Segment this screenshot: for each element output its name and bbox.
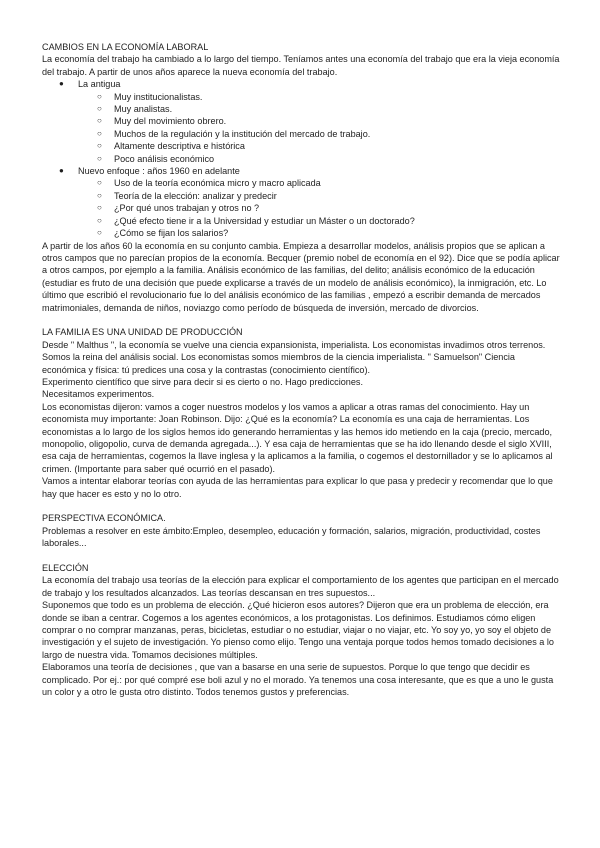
sub-list-item-text: Uso de la teoría económica micro y macro aplicada: [114, 178, 321, 189]
sub-list-item: [42, 115, 560, 127]
bullet-circle-icon: ○: [97, 141, 102, 151]
section-title-perspectiva: PERSPECTIVA ECONÓMICA.: [42, 513, 166, 524]
paragraph-closing: A partir de los años 60 la economía en su conjunto cambia. Empieza a desarrollar modelos, análisis propios que se aplican a otros campos que no parecían propios de la economía. Becquer (premio nobel de economía en el 92). Dice que se podía aplicar a otros campos, por ejemplo a la familia. Análisis económico de las familias, del delito; análisis económico de la educación (estudiar es fruto de una decisión que puede explicarse a través de un modelo de análisis económico), la inmigración, etc. Lo último que escribió el revolucionario fue lo del análisis económico de las familias , empezó a escribir demanda de mercados matrimoniales, demanda de niños, noviazgo como período de búsqueda de inversión, mercado de divorcios.: [42, 240, 560, 313]
paragraph-intro: La economía del trabajo ha cambiado a lo largo del tiempo. Teníamos antes una economía del trabajo que era la vieja economía del trabajo. A partir de unos años aparece la nueva economía del trabajo.: [42, 54, 560, 77]
bullet-circle-icon: ○: [97, 153, 102, 163]
sub-list-item: [42, 215, 560, 227]
sub-list-item: [42, 190, 560, 202]
paragraph: Los economistas dijeron: vamos a coger nuestros modelos y los vamos a aplicar a otras ramas del conocimiento. Hay un economista muy importante: Joan Robinson. Dijo: ¿Qué es la economía? La economía es una caja de herramientas. Los economistas a lo largo de los siglos hemos ido generando herramientas y las hemos ido metiendo en la caja (precio, mercado, monopolio, oligopolio, curva de demanda agregada...). Y esa caja de herramientas que se ha ido llenando desde el siglo XVIII, esa caja de herramientas, cogemos la llave inglesa y la aplicamos a la familia, o cogemos el destornillador y se lo aplicamos al crimen. (Importante para saber qué ocurrió en el pasado).: [42, 401, 553, 474]
list-item-antigua: [42, 78, 560, 90]
sub-list-item: [42, 140, 560, 152]
paragraph: Problemas a resolver en este ámbito:Empleo, desempleo, educación y formación, salarios, migración, productividad, costes laborales...: [42, 525, 541, 549]
bullet-circle-icon: ○: [97, 91, 102, 101]
bullet-circle-icon: ○: [97, 116, 102, 126]
spacer: [42, 500, 560, 512]
bullet-circle-icon: ○: [97, 178, 102, 188]
sub-list-item-text: Altamente descriptiva e histórica: [114, 141, 245, 152]
list-item-nuevo-enfoque: [42, 165, 560, 177]
sub-list-item: [42, 91, 560, 103]
sub-list-item: [42, 103, 560, 115]
paragraph: Elaboramos una teoría de decisiones , que van a basarse en una serie de supuestos. Porque lo que tengo que decidir es complicado. Por ej.: por qué compré ese boli azul y no el morado. Ya tenemos una cosa interesante, que es que a uno le gusta un color y a otro le gusta otro distinto. Todos tenemos gustos y preferencias.: [42, 662, 554, 698]
spacer: [42, 550, 560, 562]
paragraph: Desde " Malthus ", la economía se vuelve una ciencia expansionista, imperialista. Los economistas invadimos otros terrenos. Somos la reina del análisis social. Los economistas somos miembros de la ciencia imperialista. " Samuelson" Ciencia económica y física: tú predices una cosa y la contrastas (conocimiento científico).: [42, 339, 546, 375]
bullet-circle-icon: ○: [97, 190, 102, 200]
sub-list-item: [42, 177, 560, 189]
bullet-dot-icon: ●: [59, 166, 64, 176]
sub-list-item-text: Teoría de la elección: analizar y predecir: [114, 190, 277, 201]
sub-list-item-text: Muy del movimiento obrero.: [114, 116, 227, 127]
sub-list-item-text: Muchos de la regulación y la institución del mercado de trabajo.: [114, 128, 371, 139]
sub-list-item: [42, 128, 560, 140]
bullet-list-enfoques: [42, 78, 560, 239]
sub-list-item-text: ¿Qué efecto tiene ir a la Universidad y estudiar un Máster o un doctorado?: [114, 215, 415, 226]
bullet-circle-icon: ○: [97, 104, 102, 114]
list-item-label: Nuevo enfoque : años 1960 en adelante: [78, 166, 240, 177]
sub-list-item-text: Muy analistas.: [114, 104, 173, 115]
bullet-circle-icon: ○: [97, 228, 102, 238]
spacer: [42, 314, 560, 326]
paragraph: Necesitamos experimentos.: [42, 389, 155, 400]
bullet-circle-icon: ○: [97, 203, 102, 213]
section-title-familia: LA FAMILIA ES UNA UNIDAD DE PRODUCCIÓN: [42, 327, 243, 338]
sub-list-item-text: ¿Por qué unos trabajan y otros no ?: [114, 203, 260, 214]
sub-list-item: [42, 227, 560, 239]
paragraph: Suponemos que todo es un problema de elección. ¿Qué hicieron esos autores? Dijeron que era un problema de elección, era donde se iban a centrar. Cogemos a los agentes económicos, a los protagonistas. Los definimos. Estudiamos cómo eligen comprar o no comprar manzanas, peras, bicicletas, estudiar o no estudiar, viajar o no viajar, etc. Yo soy yo, yo soy el objeto de investigación y el sujeto de investigación. Yo pienso como elijo. Tengo una ventaja porque todos hemos tomado decisiones a lo largo de nuestra vida. Tomamos decisiones múltiples.: [42, 600, 554, 660]
list-item-label: La antigua: [78, 79, 121, 90]
section-title-eleccion: ELECCIÓN: [42, 563, 89, 574]
section-title-cambios: CAMBIOS EN LA ECONOMÍA LABORAL: [42, 42, 209, 52]
sub-list-item: [42, 202, 560, 214]
bullet-circle-icon: ○: [97, 128, 102, 138]
sub-list-item-text: Muy institucionalistas.: [114, 91, 203, 102]
sub-list-item: [42, 153, 560, 165]
paragraph: Experimento científico que sirve para decir si es cierto o no. Hago predicciones.: [42, 376, 363, 387]
bullet-dot-icon: ●: [59, 79, 64, 89]
paragraph: Vamos a intentar elaborar teorías con ayuda de las herramientas para explicar lo que pasa y predecir y recomendar que lo que hay que hacer es esto y no lo otro.: [42, 476, 553, 499]
sub-list-item-text: ¿Cómo se fijan los salarios?: [114, 228, 229, 239]
paragraph: La economía del trabajo usa teorías de la elección para explicar el comportamiento de los agentes que participan en el mercado de trabajo y los resultados alcanzados. Las teorías descansan en tres supuestos...: [42, 575, 559, 598]
sub-list-item-text: Poco análisis económico: [114, 153, 215, 164]
bullet-circle-icon: ○: [97, 215, 102, 225]
